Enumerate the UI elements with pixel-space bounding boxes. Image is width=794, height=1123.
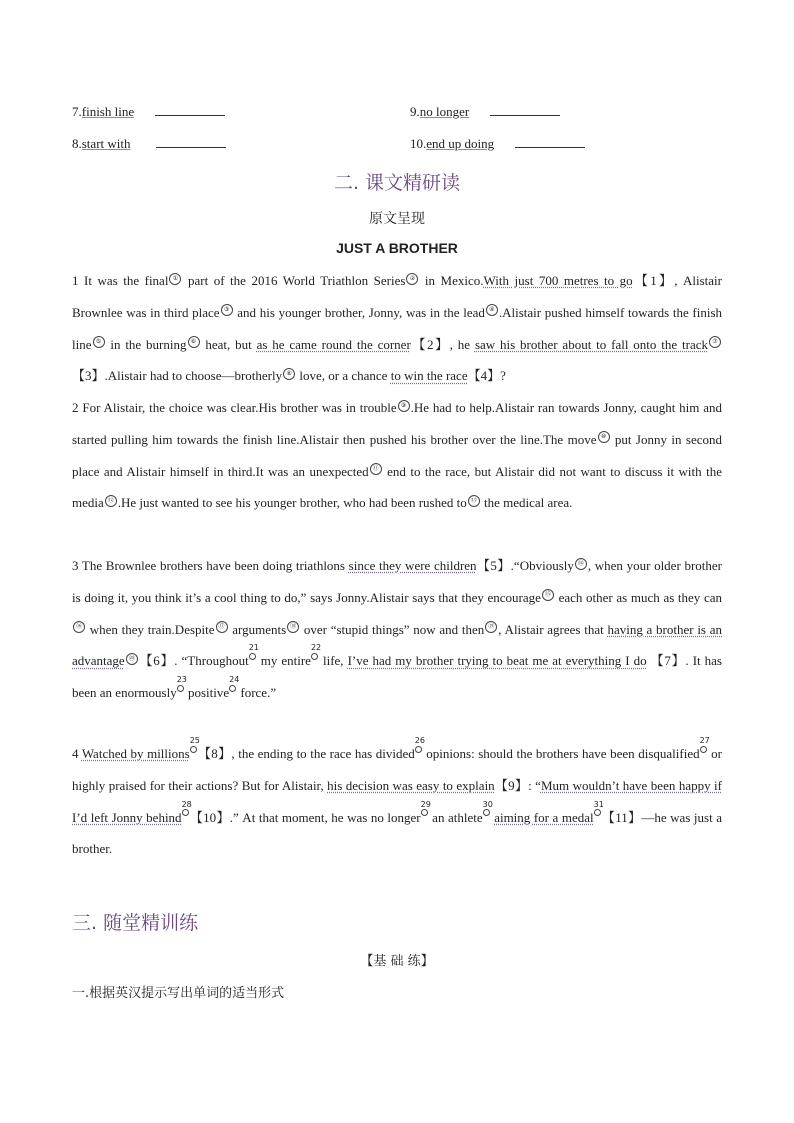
note-mark: ⑳ (126, 653, 138, 665)
note-mark: ⑥ (188, 336, 200, 348)
note-number: 29 (420, 799, 431, 809)
text: put Jonny in second place and Alistair himself in third.It was an unexpected (72, 431, 722, 479)
text: heat, but (200, 336, 257, 352)
section-2-subtitle: 原文呈现 (369, 211, 425, 227)
text: 1 It was the final (72, 273, 169, 288)
note-mark: ⑰ (216, 621, 228, 633)
note-mark: ⑪ (370, 463, 382, 475)
underlined-phrase: saw his brother about to fall onto the track (474, 336, 708, 352)
note-number: 25 (189, 736, 200, 745)
note-mark: ⑫ (105, 495, 117, 507)
underlined-phrase: aiming for a medal (494, 809, 594, 825)
note-mark (482, 799, 493, 834)
text: 【6】. “Throughout (138, 653, 249, 669)
note-mark: ⑤ (93, 336, 105, 348)
text: 【4】? (467, 368, 506, 384)
paragraph-2 (72, 392, 722, 519)
text: 【10】.” At that moment, he was no longer (189, 809, 421, 825)
vocab-item-10 (410, 135, 585, 152)
note-mark: ④ (486, 304, 498, 316)
note-mark: ⑱ (287, 621, 299, 633)
note-number: 24 (229, 675, 240, 685)
answer-blank[interactable] (156, 135, 226, 148)
text: 4 (72, 746, 82, 761)
text: .Alistair pushed himself towards the finish line (72, 304, 723, 352)
note-number: 31 (593, 799, 604, 809)
text: opinions: should the brothers have been disqualified (422, 746, 700, 761)
text: in Mexico. (419, 273, 484, 288)
vocab-item-9 (410, 103, 560, 120)
text: 【11】—he was just a brother. (72, 809, 722, 857)
text: over “stupid things” now and then (300, 621, 485, 637)
note-mark (177, 677, 185, 709)
text: when they train.Despite (86, 621, 215, 637)
note-mark (593, 799, 604, 834)
vocab-num: 10. (410, 136, 427, 151)
article-title: JUST A BROTHER (336, 240, 458, 256)
text: life, (318, 653, 348, 669)
note-mark (229, 675, 240, 709)
note-mark (190, 738, 198, 770)
answer-blank[interactable] (515, 135, 585, 148)
text: 【9】: “ (494, 777, 541, 793)
note-mark: ① (169, 273, 181, 285)
note-mark: ⑮ (542, 589, 554, 601)
text: part of the 2016 World Triathlon Series (182, 273, 406, 288)
text: 【7】. It has been an enormously (72, 653, 722, 701)
text: my entire (256, 653, 311, 669)
section-2-title: 二. 课文精研读 (333, 172, 461, 194)
note-mark: ⑧ (283, 368, 295, 380)
text: each other as much as they can (554, 589, 723, 605)
vocab-num: 7. (72, 104, 82, 119)
underlined-phrase: I’ve had my brother trying to beat me at everything I do (347, 653, 647, 669)
text: arguments (228, 621, 287, 637)
underlined-phrase: having a brother is an advantage (72, 621, 722, 669)
answer-blank[interactable] (155, 103, 225, 116)
underlined-phrase: Watched by millions (81, 746, 190, 761)
text: or highly praised for their actions? But for Alistair, (72, 746, 722, 793)
text: 【5】.“Obviously (476, 558, 574, 573)
vocab-num: 8. (72, 136, 82, 151)
text: love, or a chance (296, 368, 391, 384)
text: the medical area. (480, 495, 573, 511)
note-mark (415, 738, 423, 770)
text: end to the race, but Alistair did not want to discuss it with the media (72, 463, 722, 511)
underlined-phrase: since they were children (348, 558, 477, 573)
note-mark: ② (406, 273, 418, 285)
text: 【2】, he (410, 336, 475, 352)
vocab-phrase: no longer (419, 104, 470, 119)
note-number: 23 (176, 675, 187, 685)
note-number: 30 (482, 799, 493, 809)
note-mark: ⑭ (575, 558, 587, 570)
note-mark (420, 799, 431, 834)
underlined-phrase: Mum wouldn’t have been happy if I’d left Jonny behind (72, 777, 723, 825)
note-number: 28 (181, 799, 192, 809)
vocab-phrase: start with (81, 136, 131, 151)
text: 3 The Brownlee brothers have been doing triathlons (72, 558, 349, 573)
paragraph-1 (72, 265, 722, 392)
underlined-phrase: as he came round the corner (256, 336, 411, 352)
paragraph-3 (72, 550, 722, 709)
vocab-item-7 (72, 103, 225, 120)
text: .He had to help.Alistair ran towards Jonny, caught him and started pulling him towards the finish line.Alistair then pushed his brother over the line.The move (72, 400, 722, 447)
note-number: 26 (414, 736, 425, 745)
underlined-phrase: his decision was easy to explain (327, 777, 495, 793)
note-number: 27 (699, 736, 710, 745)
underlined-phrase: With just 700 metres to go (483, 273, 633, 288)
note-mark (700, 738, 708, 770)
text: 【3】.Alistair had to choose—brotherly (72, 368, 283, 384)
note-number: 21 (248, 643, 259, 653)
text: and his younger brother, Jonny, was in the lead (233, 304, 485, 320)
note-mark (310, 643, 322, 677)
note-mark: ⑩ (598, 431, 610, 443)
practice-level: 【基 础 练】 (360, 954, 434, 969)
vocab-item-8 (72, 135, 226, 152)
note-mark: ⑲ (485, 621, 497, 633)
note-mark: ⑬ (468, 495, 480, 507)
note-mark: ⑯ (73, 621, 85, 633)
note-mark (181, 799, 192, 834)
text: 【1】, Alistair Brownlee was in third place (72, 273, 722, 320)
text: , when your older brother is doing it, you think it’s a cool thing to do,” says Jonny.Alistair says that they encourage (72, 558, 722, 605)
section-3-title: 三. 随堂精训练 (72, 912, 199, 934)
answer-blank[interactable] (490, 103, 560, 116)
exercise-instruction: 一.根据英汉提示写出单词的适当形式 (72, 986, 285, 1001)
text: .He just wanted to see his younger brother, who had been rushed to (117, 495, 467, 511)
text: positive (184, 685, 230, 701)
text: 【8】, the ending to the race has divided (197, 746, 415, 761)
text: 2 For Alistair, the choice was clear.His brother was in trouble (72, 400, 397, 415)
note-mark (249, 645, 257, 677)
text: in the burning (105, 336, 187, 352)
text: , Alistair agrees that (498, 621, 608, 637)
vocab-phrase: finish line (81, 104, 135, 119)
note-mark: ⑦ (709, 336, 721, 348)
note-number: 22 (310, 643, 322, 653)
underlined-phrase: to win the race (390, 368, 468, 384)
vocab-phrase: end up doing (426, 136, 495, 151)
note-mark: ③ (221, 304, 233, 316)
text: an athlete (428, 809, 483, 825)
paragraph-4 (72, 738, 722, 865)
text: force.” (237, 685, 277, 701)
note-mark: ⑨ (398, 400, 410, 412)
vocab-num: 9. (410, 104, 420, 119)
